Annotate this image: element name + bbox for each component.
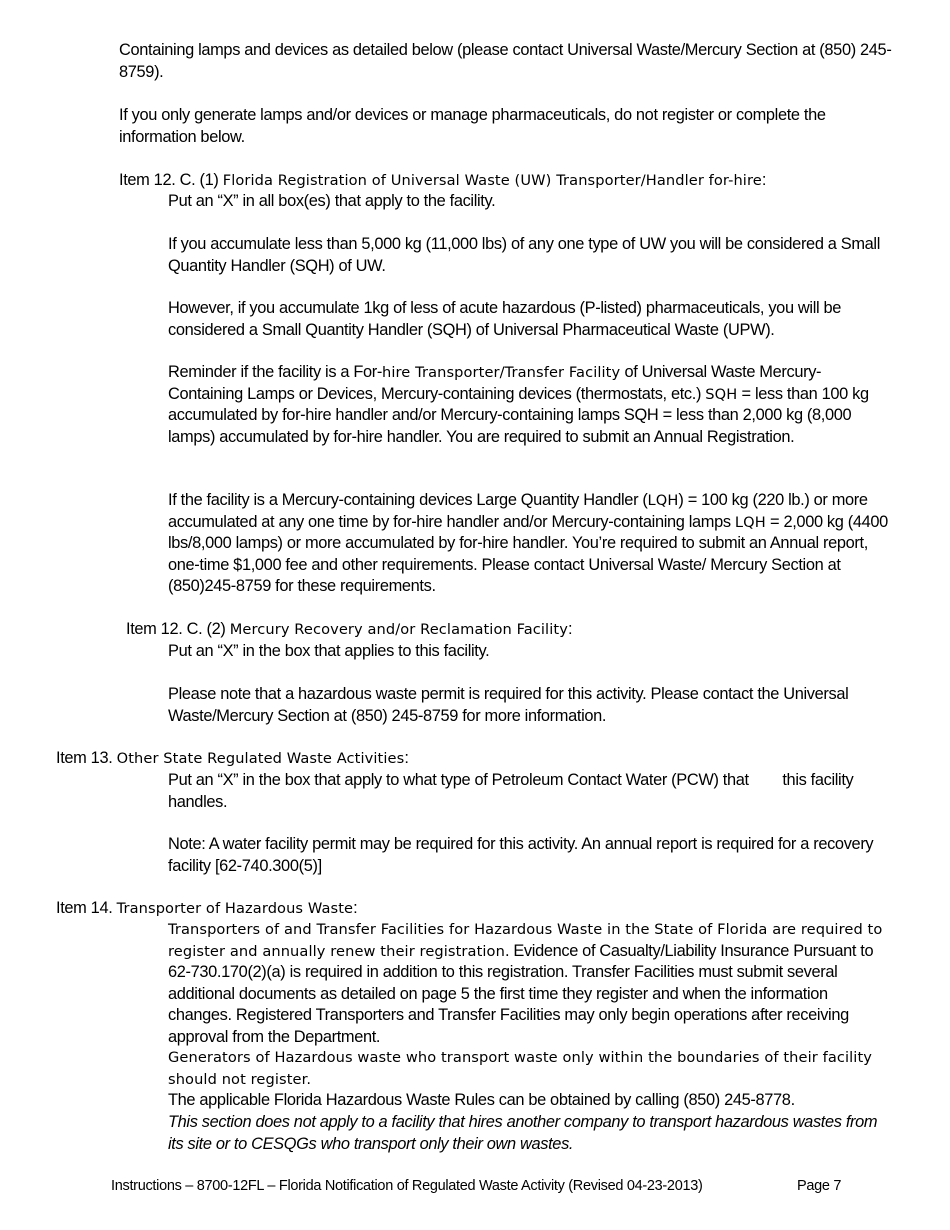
- item-12c1-colon: :: [761, 171, 767, 189]
- item-13-label: Item 13.: [56, 749, 117, 767]
- para4-text-c: ) = 100 kg (220 lb.) or more accumulated at any one time by for-hire handler and/or Mercury-containing lamps: [168, 491, 868, 531]
- para3-text-c: of Universal Waste Mercury-Containing Lamps or Devices, Mercury-containing devices (thermostats, etc.): [168, 363, 822, 403]
- item-14-paragraph-3: The applicable Florida Hazardous Waste Rules can be obtained by calling (850) 245-8778.: [168, 1091, 795, 1109]
- item-12c2-paragraph-1: Please note that a hazardous waste permit is required for this activity. Please contact the Universal Waste/Mercury Section at (850) 245-8759 for more information.: [168, 685, 849, 725]
- para4-text-a: If the facility is a Mercury-containing devices Large Quantity Handler (: [168, 491, 648, 509]
- item-12c2-heading: [126, 619, 572, 641]
- item-12c1-paragraph-1: If you accumulate less than 5,000 kg (11,000 lbs) of any one type of UW you will be considered a Small Quantity Handler (SQH) of UW.: [168, 235, 880, 275]
- page-number: Page 7: [797, 1178, 842, 1194]
- item-14-heading: [56, 898, 357, 920]
- item-13-title: Other State Regulated Waste Activities: [116, 750, 405, 767]
- para3-text-d: SQH: [705, 385, 738, 403]
- item-14-paragraph-4: This section does not apply to a facility that hires another company to transport hazardous wastes from its site or to CESQGs who transport only their own wastes.: [168, 1113, 878, 1153]
- item-13-paragraph-2: Note: A water facility permit may be required for this activity. An annual report is required for a recovery facility [62-740.300(5)]: [168, 835, 874, 875]
- item-14-paragraph-2: Generators of Hazardous waste who transport waste only within the boundaries of their facility should not register.: [168, 1049, 873, 1088]
- item-12c1-label: Item 12. C. (1): [119, 171, 223, 189]
- item-12c2-label: Item 12. C. (2): [126, 620, 230, 638]
- intro-paragraph-2: If you only generate lamps and/or devices or manage pharmaceuticals, do not register or complete the information below.: [119, 106, 826, 146]
- item-13-colon: :: [404, 749, 409, 767]
- para3-text-b: hire Transporter/Transfer Facility: [382, 364, 621, 381]
- item-14-label: Item 14.: [56, 899, 117, 917]
- item-13-paragraph-1: Put an “X” in the box that apply to what type of Petroleum Contact Water (PCW) that this facility handles.: [168, 771, 858, 811]
- para4-text-b: LQH: [647, 492, 679, 509]
- item-14-para1-text-a: Transporters of and Transfer Facilities for Hazardous Waste in the State of Florida are required to register and annually renew their registration: [168, 921, 883, 960]
- item-12c2-colon: :: [567, 620, 573, 638]
- item-13-heading: [56, 748, 409, 770]
- item-14-colon: :: [353, 899, 358, 917]
- item-12c1-paragraph-3: [168, 362, 892, 448]
- para4-text-d: LQH: [734, 513, 766, 531]
- para4-text-e: = 2,000 kg (4400 lbs/8,000 lamps) or more accumulated by for-hire handler. You’re required to submit an Annual report, one-time $1,000 fee and other requirements. Please contact Universal Waste/ Mercury Section at (850)245-8759 for these requirements.: [168, 512, 888, 595]
- item-14-title: Transporter of Hazardous Waste: [116, 900, 354, 917]
- item-14-para1-text-b: . Evidence of Casualty/Liability Insurance Pursuant to 62-730.170(2)(a) is required in addition to this registration. Transfer Facilities must submit several additional documents as detailed on page 5 the first time they register and when the information changes. Registered Transporters and Transfer Facilities may only begin operations after receiving approval from the Department.: [168, 941, 874, 1046]
- para3-text-a: Reminder if the facility is a For-: [168, 363, 382, 381]
- item-14-paragraph-1: [168, 919, 892, 1048]
- item-12c1-paragraph-2: However, if you accumulate 1kg of less of acute hazardous (P-listed) pharmaceuticals, you will be considered a Small Quantity Handler (SQH) of Universal Pharmaceutical Waste (UPW).: [168, 299, 842, 339]
- item-12c1-title: Florida Registration of Universal Waste (UW) Transporter/Handler for-hire: [222, 172, 762, 189]
- intro-paragraph-1: Containing lamps and devices as detailed below (please contact Universal Waste/Mercury Section at (850) 245-8759).: [119, 41, 892, 81]
- item-12c2-instruction: Put an “X” in the box that applies to this facility.: [168, 642, 490, 660]
- page-footer: Instructions – 8700-12FL – Florida Notification of Regulated Waste Activity (Revised 04-23-2013): [111, 1178, 703, 1194]
- item-12c2-title: Mercury Recovery and/or Reclamation Facility: [229, 621, 568, 638]
- item-12c1-paragraph-4: [168, 490, 892, 598]
- para3-text-e: = less than 100 kg accumulated by for-hire handler and/or Mercury-containing lamps SQH = less than 2,000 kg (8,000 lamps) accumulated by for-hire handler. You are required to submit an Annual Registration.: [168, 384, 869, 446]
- item-12c1-instruction: Put an “X” in all box(es) that apply to the facility.: [168, 192, 496, 210]
- item-12c1-heading: [119, 170, 766, 192]
